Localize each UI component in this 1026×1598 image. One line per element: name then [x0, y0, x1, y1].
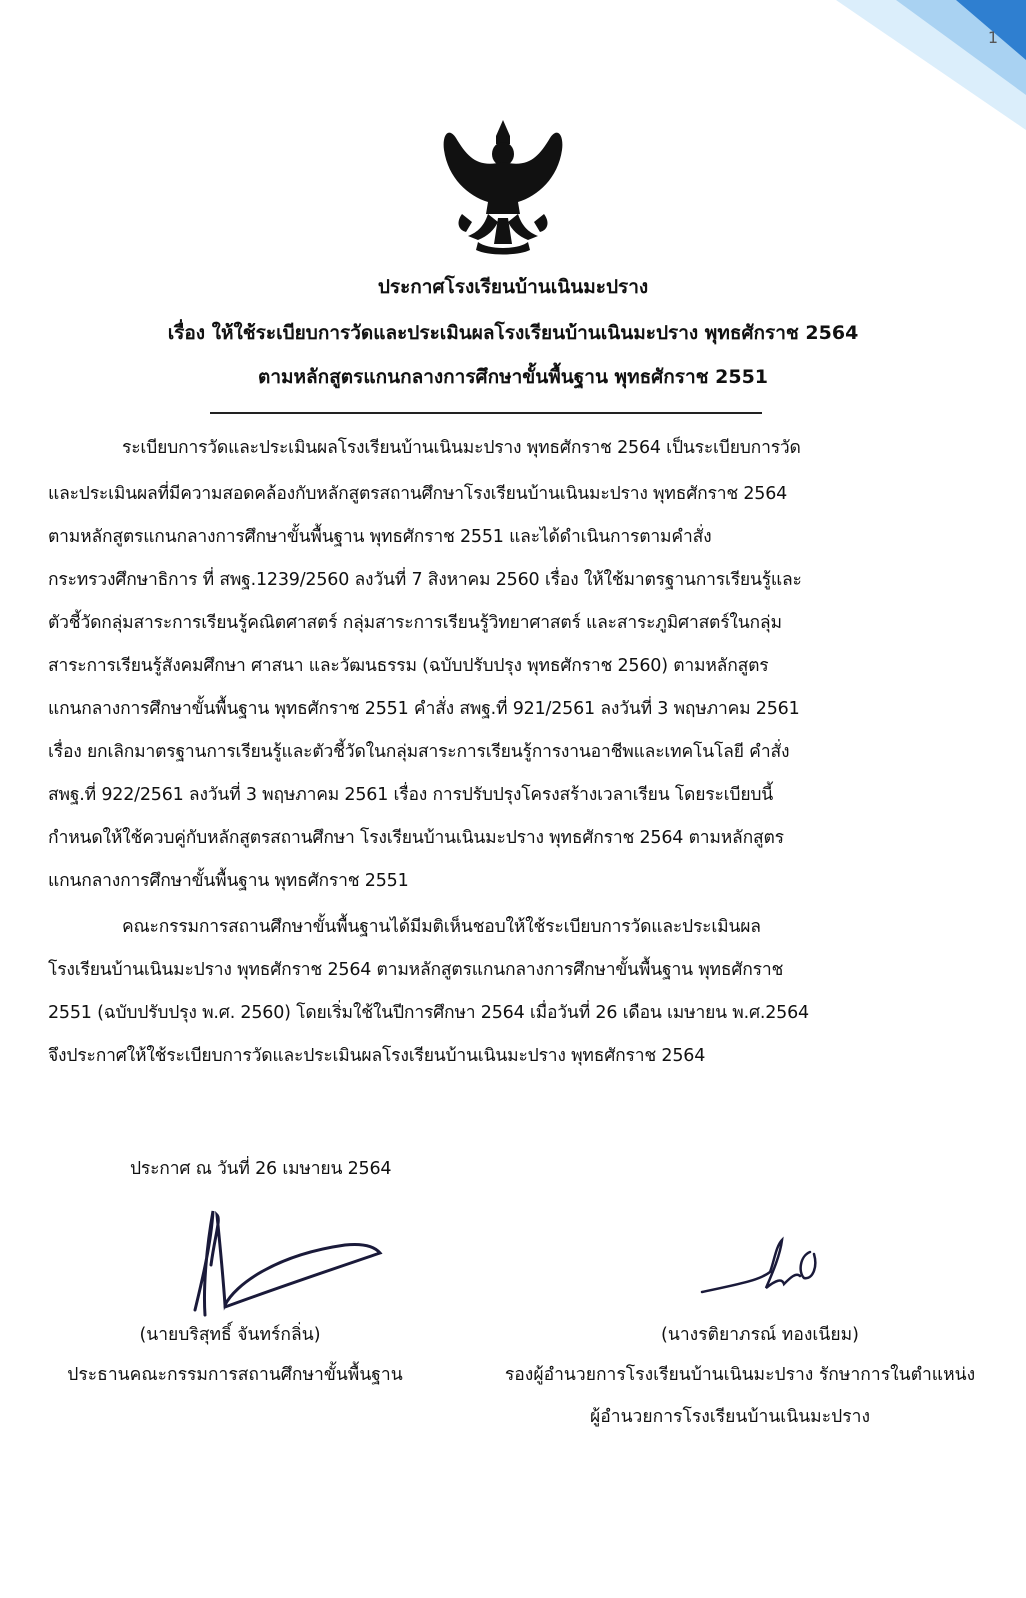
- right-signatory-position-line-2: ผู้อำนวยการโรงเรียนบ้านเนินมะปราง: [589, 1407, 871, 1427]
- corner-decoration: [806, 0, 1026, 130]
- left-signatory-name: (นายบริสุทธิ์ จันทร์กลิ่น): [139, 1325, 321, 1345]
- paragraph-1-line: แกนกลางการศึกษาขั้นพื้นฐาน พุทธศักราช 2551 คำสั่ง สพฐ.ที่ 921/2561 ลงวันที่ 3 พฤษภาคม 2561: [48, 699, 800, 719]
- paragraph-1-line: กระทรวงศึกษาธิการ ที่ สพฐ.1239/2560 ลงวันที่ 7 สิงหาคม 2560 เรื่อง ให้ใช้มาตรฐานการเรียนรู้และ: [48, 570, 802, 590]
- subject-line-1: เรื่อง ให้ใช้ระเบียบการวัดและประเมินผลโรงเรียนบ้านเนินมะปราง พุทธศักราช 2564: [167, 322, 859, 344]
- right-signature-image: [700, 1232, 840, 1302]
- announcement-title: ประกาศโรงเรียนบ้านเนินมะปราง: [377, 276, 649, 298]
- garuda-emblem-icon: [438, 118, 568, 258]
- subject-line-2: ตามหลักสูตรแกนกลางการศึกษาขั้นพื้นฐาน พุทธศักราช 2551: [257, 366, 769, 388]
- paragraph-1-line: สาระการเรียนรู้สังคมศึกษา ศาสนา และวัฒนธรรม (ฉบับปรับปรุง พุทธศักราช 2560) ตามหลักสูตร: [48, 656, 769, 676]
- paragraph-2-line: โรงเรียนบ้านเนินมะปราง พุทธศักราช 2564 ตามหลักสูตรแกนกลางการศึกษาขั้นพื้นฐาน พุทธศักราช: [48, 960, 784, 980]
- paragraph-1-line: เรื่อง ยกเลิกมาตรฐานการเรียนรู้และตัวชี้วัดในกลุ่มสาระการเรียนรู้การงานอาชีพและเทคโนโลยี คำสั่ง: [48, 742, 790, 762]
- paragraph-1-line: แกนกลางการศึกษาขั้นพื้นฐาน พุทธศักราช 2551: [48, 871, 409, 891]
- paragraph-2-line: 2551 (ฉบับปรับปรุง พ.ศ. 2560) โดยเริ่มใช้ในปีการศึกษา 2564 เมื่อวันที่ 26 เดือน เมษายน พ.ศ.2564: [48, 1003, 809, 1023]
- paragraph-2-line: คณะกรรมการสถานศึกษาขั้นพื้นฐานได้มีมติเห็นชอบให้ใช้ระเบียบการวัดและประเมินผล: [122, 917, 761, 937]
- announcement-date: ประกาศ ณ วันที่ 26 เมษายน 2564: [130, 1159, 392, 1179]
- paragraph-1-line: ตัวชี้วัดกลุ่มสาระการเรียนรู้คณิตศาสตร์ กลุ่มสาระการเรียนรู้วิทยาศาสตร์ และสาระภูมิศาสตร์ในกลุ่ม: [48, 613, 782, 633]
- paragraph-1-line: กำหนดให้ใช้ควบคู่กับหลักสูตรสถานศึกษา โรงเรียนบ้านเนินมะปราง พุทธศักราช 2564 ตามหลักสูตร: [48, 828, 784, 848]
- right-signatory-name: (นางรติยาภรณ์ ทองเนียม): [661, 1325, 859, 1345]
- paragraph-1-line: ตามหลักสูตรแกนกลางการศึกษาขั้นพื้นฐาน พุทธศักราช 2551 และได้ดำเนินการตามคำสั่ง: [48, 527, 712, 547]
- paragraph-1-line: ระเบียบการวัดและประเมินผลโรงเรียนบ้านเนินมะปราง พุทธศักราช 2564 เป็นระเบียบการวัด: [122, 438, 801, 458]
- paragraph-1-line: สพฐ.ที่ 922/2561 ลงวันที่ 3 พฤษภาคม 2561 เรื่อง การปรับปรุงโครงสร้างเวลาเรียน โดยระเบียบนี้: [48, 785, 774, 805]
- left-signature-image: [165, 1205, 395, 1320]
- right-signatory-position-line-1: รองผู้อำนวยการโรงเรียนบ้านเนินมะปราง รักษาการในตำแหน่ง: [504, 1365, 976, 1385]
- header-divider: [210, 412, 762, 414]
- page-number: 1: [987, 28, 998, 47]
- paragraph-2-line: จึงประกาศให้ใช้ระเบียบการวัดและประเมินผลโรงเรียนบ้านเนินมะปราง พุทธศักราช 2564: [48, 1046, 706, 1066]
- left-signatory-position: ประธานคณะกรรมการสถานศึกษาขั้นพื้นฐาน: [67, 1365, 403, 1385]
- paragraph-1-line: และประเมินผลที่มีความสอดคล้องกับหลักสูตรสถานศึกษาโรงเรียนบ้านเนินมะปราง พุทธศักราช 2564: [48, 484, 788, 504]
